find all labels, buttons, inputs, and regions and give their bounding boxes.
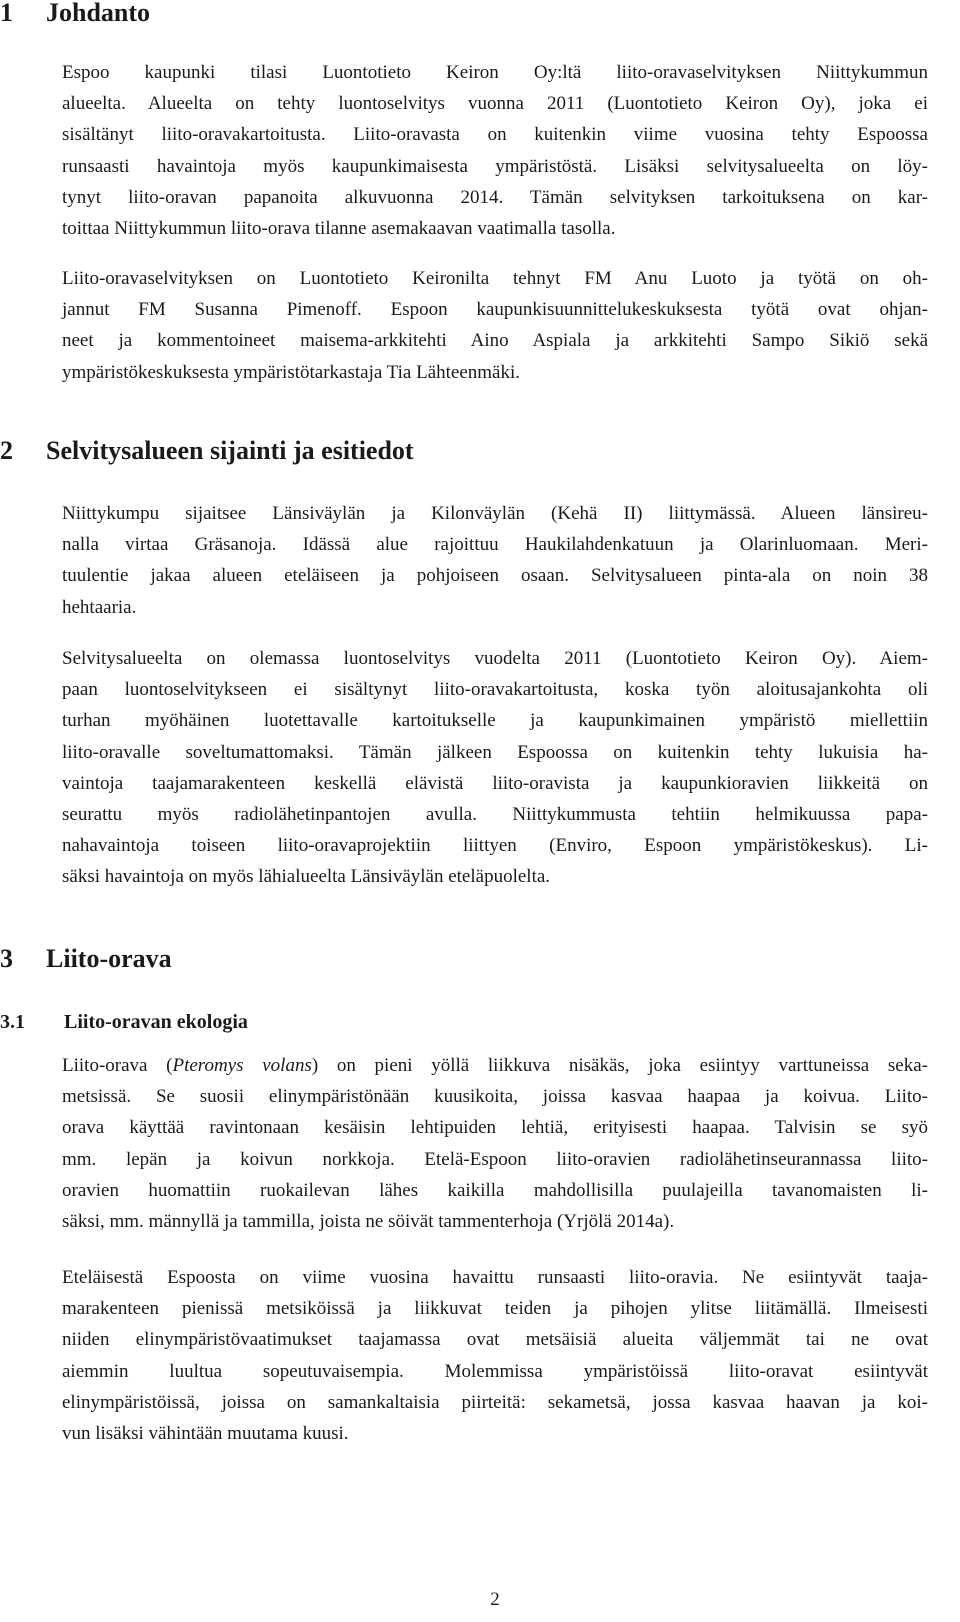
paragraph-line: nahavaintoja toiseen liito-oravaprojektiin liittyen (Enviro, Espoon ympäristökeskus). Li- — [62, 835, 928, 857]
paragraph-background — [62, 643, 928, 893]
paragraph-line: tuulentie jakaa alueen eteläiseen ja pohjoiseen osaan. Selvitysalueen pinta-ala on noin 38 — [62, 565, 928, 587]
paragraph-line: neet ja kommentoineet maisema-arkkitehti Aino Aspiala ja arkkitehti Sampo Sikiö sekä — [62, 330, 928, 352]
section-title: Selvitysalueen sijainti ja esitiedot — [46, 436, 414, 465]
subsection-number: 3.1 — [0, 1011, 25, 1033]
paragraph-line: elinympäristöissä, joissa on samankaltaisia piirteitä: sekametsä, jossa kasvaa haavan ja koi- — [62, 1391, 928, 1413]
paragraph-line: paan luontoselvitykseen ei sisältynyt liito-oravakartoitusta, koska työn aloitusajankohta oli — [62, 679, 928, 701]
section-number: 1 — [0, 0, 13, 27]
paragraph-line: vun lisäksi vähintään muutama kuusi. — [62, 1422, 349, 1444]
text-run: ) on pieni yöllä liikkuva nisäkäs, joka esiintyy varttuneissa seka- — [311, 1055, 928, 1076]
paragraph-line: niiden elinympäristövaatimukset taajamassa ovat metsäisiä alueita väljemmät tai ne ovat — [62, 1329, 928, 1351]
subsection-heading-3-1 — [0, 1009, 248, 1035]
paragraph-line: seurattu myös radiolähetinpantojen avulla. Niittykummusta tehtiin helmikuussa papa- — [62, 803, 928, 825]
section-heading-1 — [0, 0, 150, 28]
paragraph-line: säksi, mm. männyllä ja tammilla, joista ne söivät tammenterhoja (Yrjölä 2014a). — [62, 1210, 675, 1232]
paragraph-line: turhan myöhäinen luotettavalle kartoitukselle ja kaupunkimainen ympäristö miellettiin — [62, 710, 928, 732]
subsection-title: Liito-oravan ekologia — [64, 1011, 248, 1033]
paragraph-line: jannut FM Susanna Pimenoff. Espoon kaupunkisuunnittelukeskuksesta työtä ovat ohjan- — [62, 299, 928, 321]
paragraph-line: Selvitysalueelta on olemassa luontoselvitys vuodelta 2011 (Luontotieto Keiron Oy). Aiem- — [62, 648, 928, 669]
paragraph-line: Niittykumpu sijaitsee Länsiväylän ja Kilonväylän (Kehä II) liittymässä. Alueen länsireu- — [62, 503, 928, 524]
paragraph-line: oravien huomattiin ruokailevan lähes kaikilla mahdollisilla puulajeilla tavanomaisten li- — [62, 1179, 928, 1201]
paragraph-line: runsaasti havaintoja myös kaupunkimaisesta ympäristöstä. Lisäksi selvitysalueelta on löy- — [62, 155, 928, 177]
section-number: 2 — [0, 436, 13, 465]
section-title: Liito-orava — [46, 944, 172, 973]
paragraph-line: säksi havaintoja on myös lähialueelta Länsiväylän eteläpuolelta. — [62, 866, 551, 888]
paragraph-line: tynyt liito-oravan papanoita alkuvuonna 2014. Tämän selvityksen tarkoituksena on kar- — [62, 186, 928, 208]
paragraph-line: Liito-oravaselvityksen on Luontotieto Keironilta tehnyt FM Anu Luoto ja työtä on oh- — [62, 268, 928, 289]
paragraph-line: aiemmin luultua sopeutuvaisempia. Molemmissa ympäristöissä liito-oravat esiintyvät — [62, 1360, 928, 1382]
page-number: 2 — [490, 1589, 500, 1610]
paragraph-line: nalla virtaa Gräsanoja. Idässä alue rajoittuu Haukilahdenkatuun ja Olarinluomaan. Meri- — [62, 534, 928, 556]
paragraph-line: mm. lepän ja koivun norkkoja. Etelä-Espoon liito-oravien radiolähetinseurannassa liito- — [62, 1148, 928, 1170]
paragraph-line: hehtaaria. — [62, 596, 137, 618]
paragraph-line: toittaa Niittykummun liito-orava tilanne asemakaavan vaatimalla tasolla. — [62, 217, 616, 239]
paragraph-occurrence — [62, 1262, 928, 1449]
paragraph-line: sisältänyt liito-oravakartoitusta. Liito-oravasta on kuitenkin viime vuosina tehty Espoossa — [62, 124, 928, 146]
paragraph-line: Eteläisestä Espoosta on viime vuosina havaittu runsaasti liito-oravia. Ne esiintyvät taaja- — [62, 1267, 928, 1288]
paragraph-line — [62, 1050, 928, 1081]
species-name: Pteromys volans — [172, 1055, 312, 1076]
paragraph-line: orava käyttää ravintonaan kesäisin lehtipuiden lehtiä, erityisesti haapaa. Talvisin se syö — [62, 1117, 928, 1139]
paragraph-line: vaintoja taajamarakenteen keskellä elävistä liito-oravista ja kaupunkioravien liikkeitä on — [62, 772, 928, 794]
paragraph-line: marakenteen pienissä metsiköissä ja liikkuvat teiden ja pihojen ylitse liitämällä. Ilmeisesti — [62, 1298, 928, 1320]
paragraph-location — [62, 498, 928, 623]
section-number: 3 — [0, 944, 13, 973]
paragraph-line: alueelta. Alueelta on tehty luontoselvitys vuonna 2011 (Luontotieto Keiron Oy), joka ei — [62, 93, 928, 115]
paragraph-line: liito-oravalle soveltumattomaksi. Tämän jälkeen Espoossa on kuitenkin tehty lukuisia ha- — [62, 741, 928, 763]
section-title: Johdanto — [46, 0, 151, 27]
paragraph-line: Espoo kaupunki tilasi Luontotieto Keiron Oy:ltä liito-oravaselvityksen Niittykummun — [62, 62, 928, 83]
section-heading-3 — [0, 944, 172, 974]
paragraph-authors — [62, 263, 928, 388]
text-run: Liito-orava ( — [62, 1055, 173, 1076]
section-heading-2 — [0, 436, 414, 466]
paragraph-line: metsissä. Se suosii elinympäristönään kuusikoita, joissa kasvaa haapaa ja koivua. Liito- — [62, 1086, 928, 1108]
paragraph-intro — [62, 57, 928, 244]
paragraph-ecology — [62, 1050, 928, 1237]
paragraph-line: ympäristökeskuksesta ympäristötarkastaja Tia Lähteenmäki. — [62, 361, 521, 383]
